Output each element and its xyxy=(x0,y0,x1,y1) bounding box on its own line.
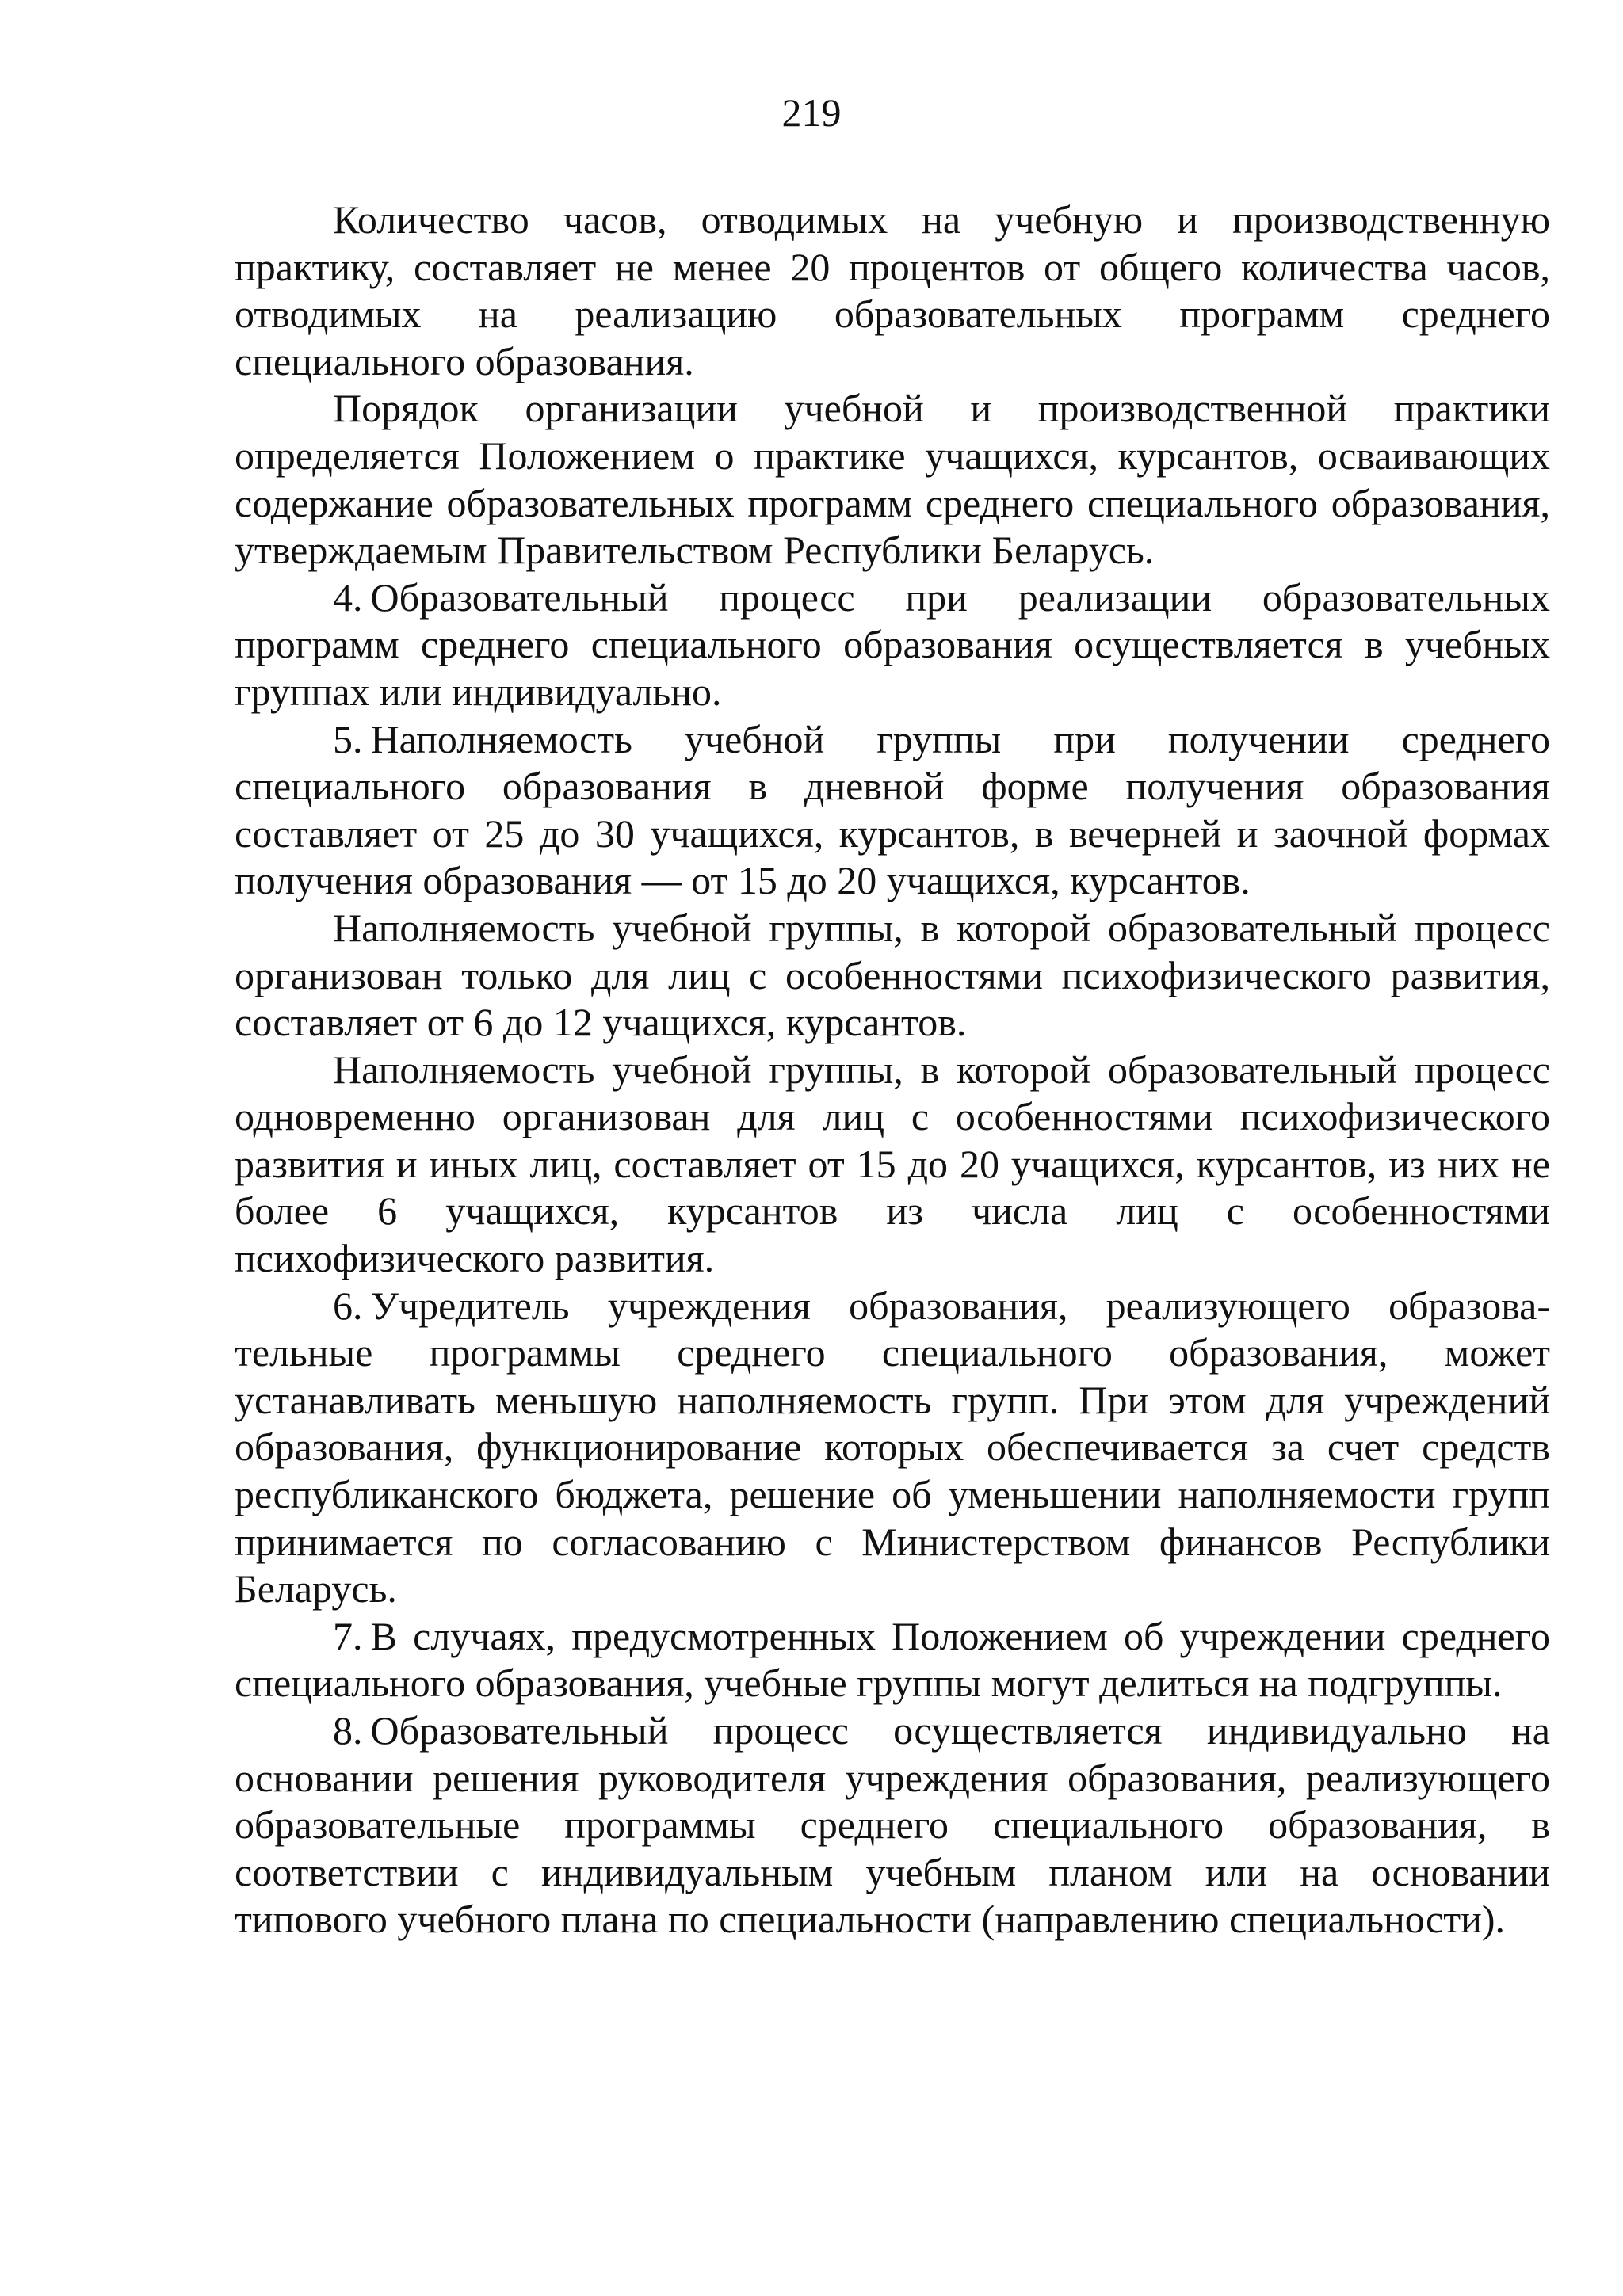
item-number: 5. xyxy=(333,716,363,761)
item-number: 8. xyxy=(333,1708,363,1753)
paragraph-item-4 xyxy=(235,574,1550,716)
paragraph-text: Образовательный процесс осуществляется индивидуально на основании решения руководителя учреждения образования, реализующего образовательные программы среднего специального образования, в соответствии с индивидуальным учебным планом или на основании типового учебного плана по специальности (направлению специальности). xyxy=(235,1708,1550,1942)
paragraph-item-7 xyxy=(235,1613,1550,1707)
paragraph-text: Наполняемость учебной группы, в которой образовательный процесс организован только для лиц с особенностями психофизического развития, составляет от 6 до 12 учащихся, курсантов. xyxy=(235,905,1550,1045)
item-number: 4. xyxy=(333,574,363,620)
paragraph xyxy=(235,196,1550,385)
paragraph xyxy=(235,1047,1550,1283)
paragraph-text: Порядок организации учебной и производственной практики определяется Положением о практике учащихся, курсантов, осваивающих содержание образовательных программ среднего специального образования, утверждаемым Правительством Республики Беларусь. xyxy=(235,386,1550,573)
paragraph-text: В случаях, предусмотренных Положением об учреждении среднего специального образования, учебные группы могут делиться на подгруппы. xyxy=(235,1613,1550,1706)
item-number: 6. xyxy=(333,1283,363,1328)
paragraph-text: Образовательный процесс при реализации образовательных программ среднего специального образования осуществляется в учебных группах или индивидуально. xyxy=(235,574,1550,714)
paragraph-item-6 xyxy=(235,1283,1550,1613)
document-body xyxy=(235,196,1550,1943)
paragraph-text: Наполняемость учебной группы, в которой образовательный процесс одновременно организован для лиц с особенностями психофизического развития и иных лиц, составляет от 15 до 20 учащихся, курсантов, из них не более 6 учащихся, курсантов из числа лиц с особенностями психофизического развития. xyxy=(235,1047,1550,1281)
paragraph xyxy=(235,905,1550,1047)
paragraph-text: Количество часов, отводимых на учебную и производственную практику, составляет не менее 20 процентов от общего количества часов, отводимых на реализацию образовательных программ среднего специального образования. xyxy=(235,197,1550,383)
paragraph xyxy=(235,385,1550,574)
paragraph-text: Учредитель учреждения образования, реализующего образовательные программы среднего специального образования, может устанавливать меньшую наполняемость групп. При этом для учреждений образования, функционирование которых обеспечивается за счет средств республиканского бюджета, решение об уменьшении наполняемости групп принимается по согласованию с Министерством финансов Республики Беларусь. xyxy=(235,1283,1550,1611)
paragraph-item-8 xyxy=(235,1707,1550,1943)
page-number: 219 xyxy=(781,90,842,135)
paragraph-text: Наполняемость учебной группы при получении среднего специального образования в дневной форме получения образования составляет от 25 до 30 учащихся, курсантов, в вечерней и заочной формах получения образования — от 15 до 20 учащихся, курсантов. xyxy=(235,716,1550,903)
paragraph-item-5 xyxy=(235,716,1550,905)
item-number: 7. xyxy=(333,1613,363,1658)
